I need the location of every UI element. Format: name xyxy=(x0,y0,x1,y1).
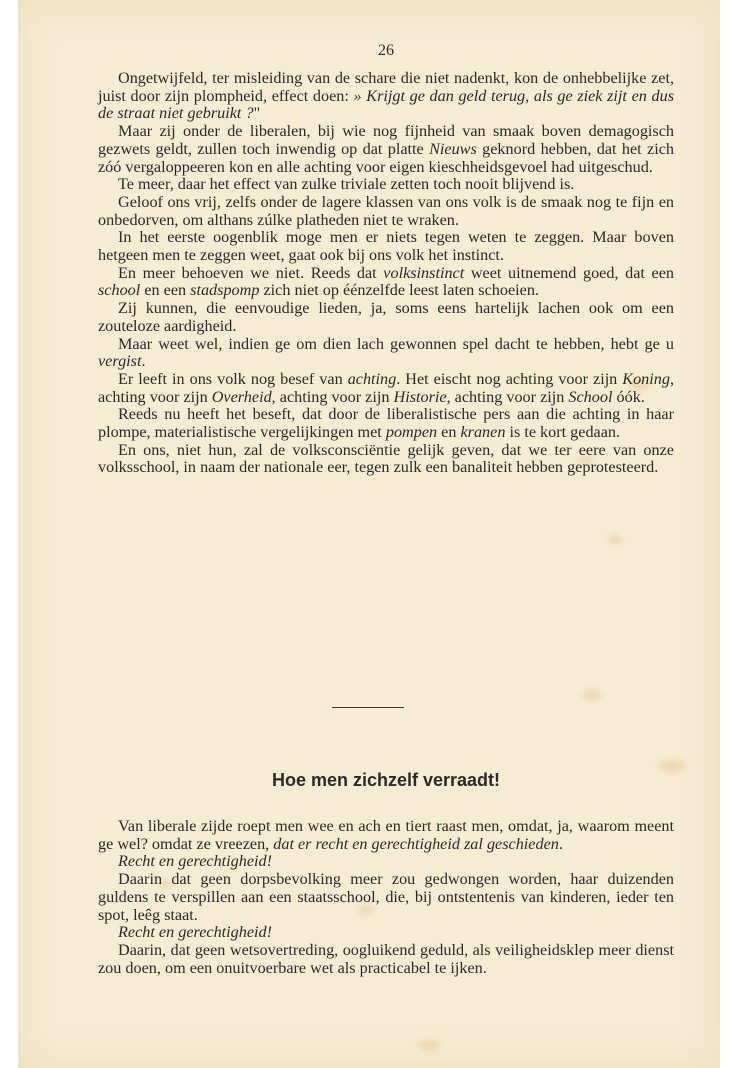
paragraph: Geloof ons vrij, zelfs onder de lagere klassen van ons volk is de smaak nog te fijn en onbedorven, om althans zúlke platheden niet te wraken. xyxy=(98,192,674,229)
emphasis: Historie xyxy=(393,387,447,406)
emphasis: achting xyxy=(347,369,397,388)
text: " xyxy=(253,104,261,123)
emphasis: stadspomp xyxy=(190,281,260,300)
emphasis: Recht en gerechtigheid! xyxy=(118,923,273,942)
section-body xyxy=(98,818,674,977)
paper-stain xyxy=(583,690,601,700)
emphasis: Overheid xyxy=(211,387,272,406)
text: Van liberale zijde roept men wee en ach en tiert raast men, omdat, ja, waarom meent ge wel? omdat ze vreezen, xyxy=(98,817,674,853)
text: weet uitnemend goed, dat een xyxy=(464,263,675,282)
text: Ongetwijfeld, ter misleiding van de schare die niet nadenkt, kon de onhebbelijke zet, juist door zijn plompheid, effect doen: xyxy=(98,69,674,105)
text: . xyxy=(558,834,563,853)
text: Maar weet wel, indien ge om dien lach gewonnen spel dacht te hebben, hebt ge u xyxy=(118,334,674,353)
text: geknord hebben, dat het zich zóó vergaloppeeren kon en alle achting voor eigen kieschheidsgevoel had uitgeschud. xyxy=(98,139,674,176)
paper-stain xyxy=(418,1040,440,1050)
emphasis: kranen xyxy=(460,423,506,442)
text: zich niet op éénzelfde leest laten schoeien. xyxy=(259,281,539,300)
emphasis: school xyxy=(98,281,141,300)
paper-page xyxy=(18,0,720,1068)
paragraph xyxy=(98,406,674,441)
text: Maar zij onder de liberalen, bij wie nog fijnheid van smaak boven demagogisch gezwets geldt, zullen toch inwendig op dat platte xyxy=(98,122,674,158)
text: . Het eischt nog achting voor zijn xyxy=(396,369,623,388)
paragraph xyxy=(98,336,674,371)
paragraph xyxy=(98,70,674,123)
paragraph: Daarin dat geen dorpsbevolking meer zou gedwongen worden, haar duizenden guldens te verspillen aan een staatsschool, die, bij ontstentenis van kinderen, ieder ten spot, leêg staat. xyxy=(98,870,674,924)
emphasis: dat er recht en gerechtigheid zal geschieden xyxy=(273,834,559,853)
page-number: 26 xyxy=(378,42,394,59)
text: en een xyxy=(140,281,191,300)
text: , achting voor zijn xyxy=(271,387,394,406)
text: is te kort gedaan. xyxy=(505,423,621,442)
article-body xyxy=(98,70,674,477)
text: en xyxy=(437,423,461,442)
paragraph: In het eerste oogenblik moge men er niets tegen weten te zeggen. Maar boven hetgeen men te zeggen weet, gaat ook bij ons volk het instinct. xyxy=(98,228,674,265)
emphasis: Nieuws xyxy=(429,139,477,158)
emphasis: School xyxy=(568,387,613,406)
emphasis: pompen xyxy=(385,423,438,442)
text: óók. xyxy=(612,387,645,406)
text: , achting voor zijn xyxy=(446,387,569,406)
text: . xyxy=(141,352,146,371)
emphasis: volksinstinct xyxy=(383,263,465,282)
paragraph xyxy=(98,924,674,942)
text: Er leeft in ons volk nog besef van xyxy=(118,369,348,388)
text: En meer behoeven we niet. Reeds dat xyxy=(118,263,384,282)
paragraph: En ons, niet hun, zal de volksconsciëntie gelijk geven, dat we ter eere van onze volksschool, in naam der nationale eer, tegen zulk een banaliteit hebben geprotesteerd. xyxy=(98,440,674,477)
section-heading: Hoe men zichzelf verraadt! xyxy=(271,770,501,790)
paragraph xyxy=(98,265,674,300)
paragraph: Te meer, daar het effect van zulke triviale zetten toch nooit blijvend is. xyxy=(118,175,575,194)
emphasis: Koning xyxy=(622,369,670,388)
text: , achting voor zijn xyxy=(98,369,674,406)
text: Reeds nu heeft het beseft, dat door de liberalistische pers aan die achting in haar plompe, materialistische vergelijkingen met xyxy=(98,405,674,442)
emphasis: vergist xyxy=(98,352,142,371)
paragraph: Daarin, dat geen wetsovertreding, oogluikend geduld, als veiligheidsklep meer dienst zou doen, om een onuitvoerbare wet als practicabel te ijken. xyxy=(98,940,674,977)
paragraph xyxy=(98,818,674,853)
paper-stain xyxy=(608,535,622,544)
paragraph: Zij kunnen, die eenvoudige lieden, ja, soms eens hartelijk lachen ook om een zouteloze aardigheid. xyxy=(98,299,674,335)
paragraph xyxy=(98,123,674,176)
quote: » Krijgt ge dan geld terug, als ge ziek zijt en dus de straat niet gebruikt ? xyxy=(98,86,674,123)
emphasis: Recht en gerechtigheid! xyxy=(118,852,273,871)
paragraph xyxy=(98,371,674,406)
section-divider xyxy=(332,707,404,708)
paragraph xyxy=(98,853,674,871)
